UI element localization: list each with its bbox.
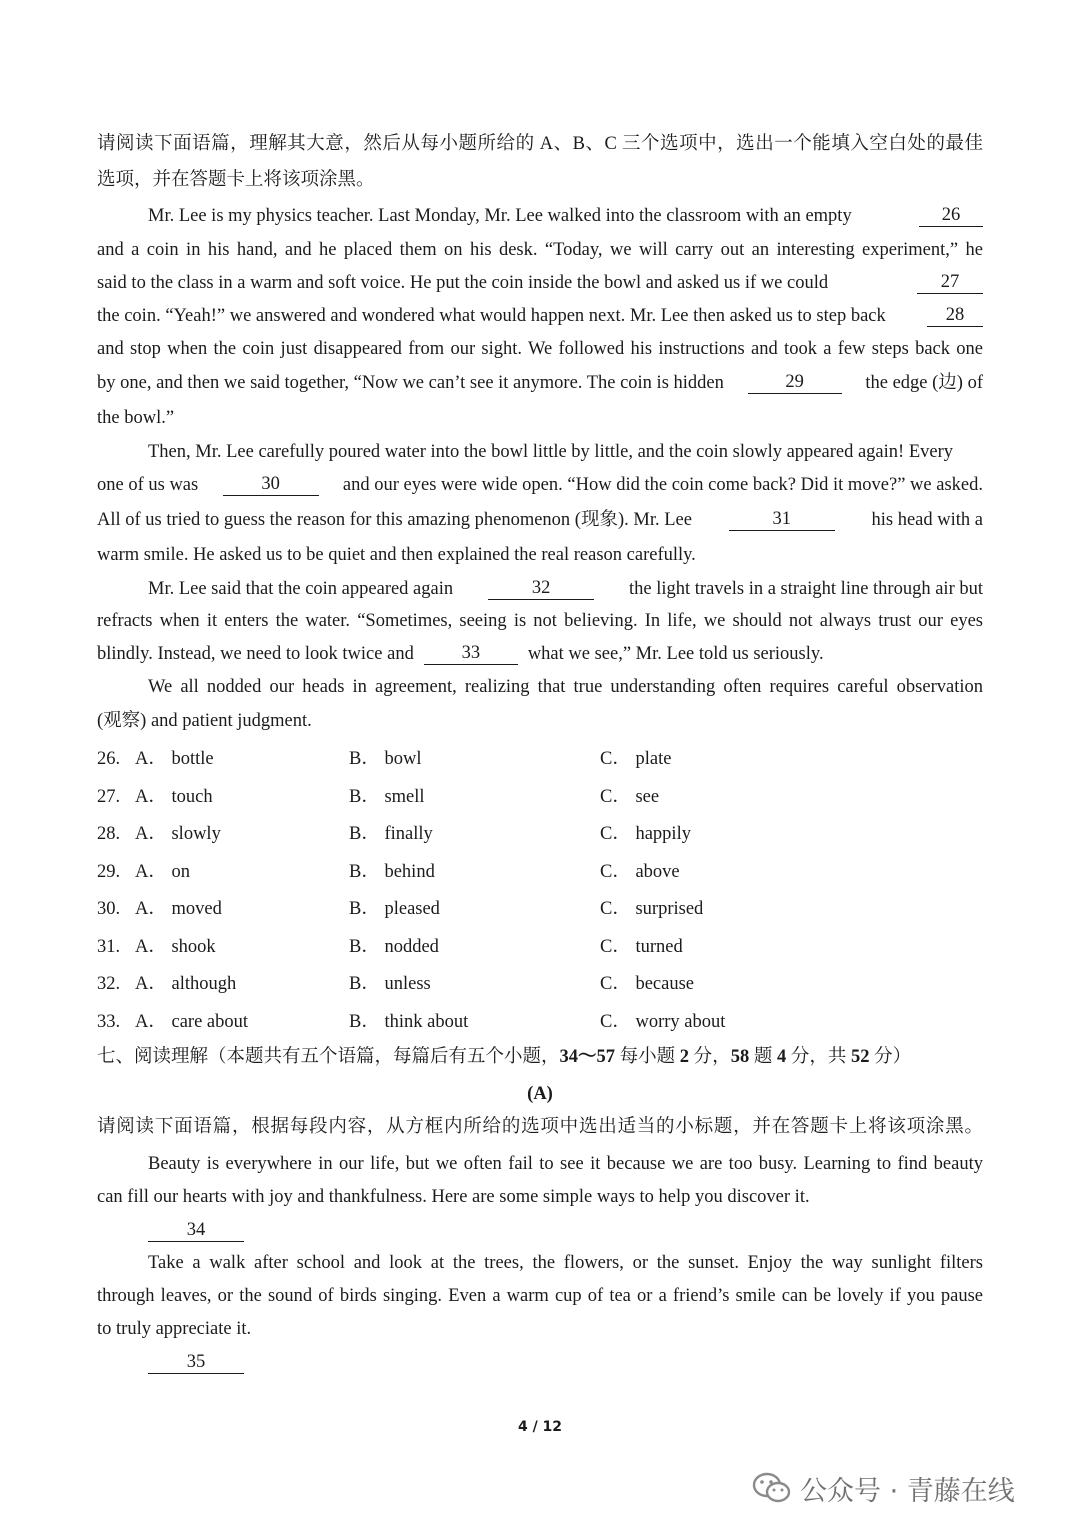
option-c: C． happily (600, 824, 691, 844)
passage-text: the edge (边) of (865, 373, 983, 393)
question-number: 31. (97, 936, 121, 957)
option-a: A． moved (135, 899, 222, 919)
blank-29: 29 (748, 371, 842, 394)
passage-text: said to the class in a warm and soft voice. He put the coin inside the bowl and asked us if we could (97, 273, 829, 293)
option-b: B． pleased (349, 899, 440, 919)
question-number: 26. (97, 749, 121, 769)
passage-text: what we see,” Mr. Lee told us seriously. (527, 644, 824, 664)
blank-28: 28 (927, 304, 983, 327)
passage-line (148, 440, 983, 464)
passage-text: his head with a (871, 510, 983, 530)
question-number: 28. (97, 824, 121, 844)
option-a: A． care about (135, 1011, 249, 1032)
passage-text: and our eyes were wide open. “How did the coin come back? Did it move?” we asked. (342, 475, 983, 495)
option-c: C． plate (600, 749, 672, 769)
option-c: C． because (600, 974, 695, 994)
section-7-range: 34～57 (559, 1047, 616, 1067)
part-a-blank-line (148, 1350, 244, 1374)
option-b: B． think about (349, 1011, 469, 1032)
passage-text: by one, and then we said together, “Now we can’t see it anymore. The coin is hidden (97, 373, 724, 393)
passage-line (97, 508, 983, 532)
wechat-icon (752, 1471, 792, 1505)
option-b: B． smell (349, 786, 425, 807)
section-7-points: 2 (679, 1047, 690, 1067)
blank-34: 34 (148, 1219, 244, 1242)
passage-line: We all nodded our heads in agreement, realizing that true understanding often requires careful observation (148, 677, 983, 697)
option-a: A． slowly (135, 824, 221, 844)
part-a-instruction: 请阅读下面语篇，根据每段内容，从方框内所给的选项中选出适当的小标题，并在答题卡上将该项涂黑。 (97, 1117, 983, 1137)
passage-line: refracts when it enters the water. “Sometimes, seeing is not believing. In life, we should not always trust our eyes (97, 611, 983, 631)
passage-text: Mr. Lee is my physics teacher. Last Monday, Mr. Lee walked into the classroom with an empty (148, 206, 852, 226)
watermark-text: 公众号 · 青藤在线 (800, 1475, 1015, 1507)
section-7-heading (97, 1045, 983, 1069)
section-7-total: 52 (850, 1047, 870, 1067)
option-c: C． above (600, 861, 680, 882)
section-7-text: 七、阅读理解（本题共有五个语篇，每篇后有五个小题， (97, 1047, 560, 1067)
passage-line: (观察) and patient judgment. (97, 711, 312, 731)
section-7-text: 分， (689, 1047, 731, 1067)
blank-35: 35 (148, 1351, 244, 1374)
passage-line: warm smile. He asked us to be quiet and then explained the real reason carefully. (97, 545, 696, 565)
option-a: A． although (135, 974, 237, 994)
option-a: A． bottle (135, 749, 214, 769)
blank-31: 31 (729, 508, 835, 531)
passage-text: one of us was (97, 475, 199, 495)
part-a-blank-line (148, 1218, 244, 1242)
option-b: B． nodded (349, 936, 439, 957)
part-a-line: Take a walk after school and look at the trees, the flowers, or the sunset. Enjoy the way sunlight filters (148, 1253, 983, 1273)
part-a-line: through leaves, or the sound of birds singing. Even a warm cup of tea or a friend’s smile can be lovely if you pause (97, 1286, 983, 1306)
section-7-question: 58 (730, 1047, 750, 1067)
part-a-line: Beauty is everywhere in our life, but we often fail to see it because we are too busy. Learning to find beauty (148, 1154, 983, 1174)
passage-text: blindly. Instead, we need to look twice and (97, 644, 414, 664)
question-number: 27. (97, 786, 121, 807)
passage-line: and stop when the coin just disappeared from our sight. We followed his instructions and took a few steps back one (97, 339, 983, 359)
option-a: A． touch (135, 786, 213, 807)
passage-text: the light travels in a straight line through air but (629, 579, 983, 599)
option-c: C． surprised (600, 899, 704, 919)
question-number: 33. (97, 1011, 121, 1032)
section-7-text: 题 (749, 1047, 777, 1067)
option-b: B． behind (349, 861, 435, 882)
section-7-text: 每小题 (615, 1047, 680, 1067)
option-c: C． worry about (600, 1011, 726, 1032)
part-a-line: to truly appreciate it. (97, 1319, 252, 1339)
passage-line (148, 204, 983, 228)
passage-text: Mr. Lee said that the coin appeared again (148, 579, 454, 599)
passage-line (148, 577, 983, 601)
cloze-instruction-line-1: 请阅读下面语篇，理解其大意，然后从每小题所给的 A、B、C 三个选项中，选出一个能填入空白处的最佳 (97, 134, 983, 154)
option-a: A． shook (135, 936, 216, 957)
blank-26: 26 (919, 204, 983, 227)
passage-line (97, 473, 983, 497)
option-a: A． on (135, 861, 190, 882)
passage-line (97, 271, 983, 295)
option-b: B． unless (349, 974, 431, 994)
blank-33: 33 (424, 642, 518, 665)
question-number: 30. (97, 899, 121, 919)
question-number: 32. (97, 974, 121, 994)
passage-text: All of us tried to guess the reason for this amazing phenomenon (现象). Mr. Lee (97, 510, 692, 530)
passage-line (97, 642, 983, 666)
blank-32: 32 (488, 577, 594, 600)
page-number: 4 / 12 (517, 1419, 563, 1435)
blank-30: 30 (223, 473, 319, 496)
cloze-instruction-line-2: 选项，并在答题卡上将该项涂黑。 (97, 170, 375, 190)
passage-line: the bowl.” (97, 408, 175, 428)
passage-text: the coin. “Yeah!” we answered and wondered what would happen next. Mr. Lee then asked us to step back (97, 306, 886, 326)
passage-line: and a coin in his hand, and he placed them on his desk. “Today, we will carry out an interesting experiment,” he (97, 240, 983, 260)
section-7-text: 分，共 (786, 1047, 851, 1067)
passage-text: Then, Mr. Lee carefully poured water into the bowl little by little, and the coin slowly appeared again! Every (148, 442, 953, 462)
passage-line (97, 371, 983, 395)
option-b: B． bowl (349, 749, 422, 769)
part-a-heading: (A) (527, 1084, 553, 1104)
passage-line (97, 304, 983, 328)
option-c: C． turned (600, 936, 683, 957)
option-c: C． see (600, 786, 660, 807)
watermark (752, 1468, 1015, 1508)
question-number: 29. (97, 861, 121, 882)
section-7-text: 分） (869, 1047, 912, 1067)
section-7-points: 4 (776, 1047, 787, 1067)
option-b: B． finally (349, 824, 433, 844)
part-a-line: can fill our hearts with joy and thankfulness. Here are some simple ways to help you discover it. (97, 1187, 810, 1207)
blank-27: 27 (917, 271, 983, 294)
